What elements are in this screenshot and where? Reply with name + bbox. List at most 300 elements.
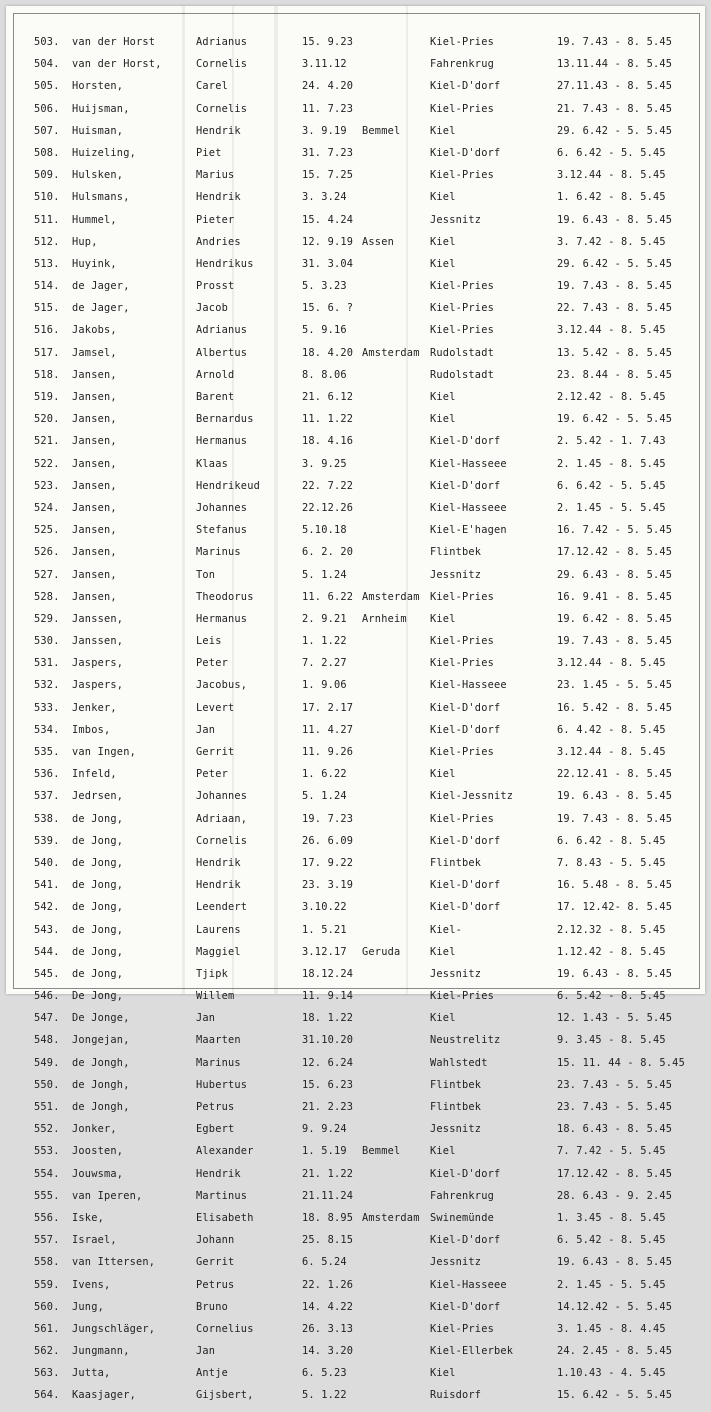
birth-date: 11. 9.14 <box>302 990 354 1003</box>
surname: Jansen, <box>72 590 117 603</box>
table-row <box>6 1345 705 1367</box>
table-row <box>6 169 705 191</box>
birth-date: 26. 6.09 <box>302 834 354 847</box>
birth-date: 9. 9.24 <box>302 1123 347 1136</box>
surname: Huyink, <box>72 257 117 270</box>
surname: de Jong, <box>72 856 124 869</box>
given-name: Peter <box>196 768 228 781</box>
origin-place: Geruda <box>362 945 401 958</box>
given-name: Barent <box>196 391 235 403</box>
record-number: 510. <box>34 191 60 204</box>
given-name: Jan <box>196 1345 216 1358</box>
birth-date: 23. 3.19 <box>302 879 354 892</box>
table-row <box>6 1190 705 1212</box>
given-name: Stefanus <box>196 524 248 537</box>
table-row <box>6 258 705 280</box>
birth-date: 11. 1.22 <box>302 413 354 426</box>
camp-location: Kiel-D'dorf <box>430 723 501 736</box>
given-name: Carel <box>196 80 228 93</box>
surname: de Jong, <box>72 879 124 892</box>
table-row <box>6 790 705 812</box>
surname: Iske, <box>72 1211 104 1224</box>
stay-period: 21. 7.43 - 8. 5.45 <box>557 102 673 115</box>
stay-period: 1.10.43 - 4. 5.45 <box>557 1367 666 1380</box>
camp-location: Jessnitz <box>430 1256 482 1269</box>
camp-location: Flintbek <box>430 856 482 869</box>
given-name: Jan <box>196 1012 216 1025</box>
given-name: Andries <box>196 235 241 248</box>
table-row <box>6 1212 705 1234</box>
surname: Jansen, <box>72 391 117 403</box>
stay-period: 29. 6.43 - 8. 5.45 <box>557 568 673 581</box>
stay-period: 9. 3.45 - 8. 5.45 <box>557 1034 666 1047</box>
camp-location: Kiel-D'dorf <box>430 80 501 93</box>
record-number: 530. <box>34 635 60 648</box>
surname: Jansen, <box>72 479 117 492</box>
surname: de Jong, <box>72 945 124 958</box>
stay-period: 2.12.42 - 8. 5.45 <box>557 391 666 403</box>
record-number: 552. <box>34 1123 60 1136</box>
birth-date: 12. 9.19 <box>302 235 354 248</box>
camp-location: Neustrelitz <box>430 1034 501 1047</box>
record-number: 546. <box>34 990 60 1003</box>
birth-date: 17. 9.22 <box>302 856 354 869</box>
camp-location: Kiel-E'hagen <box>430 524 507 537</box>
record-number: 529. <box>34 612 60 625</box>
surname: Israel, <box>72 1234 117 1247</box>
camp-location: Kiel <box>430 124 456 137</box>
record-number: 556. <box>34 1211 60 1224</box>
birth-date: 21. 1.22 <box>302 1167 354 1180</box>
birth-date: 21.11.24 <box>302 1189 354 1202</box>
table-row <box>6 990 705 1012</box>
record-number: 522. <box>34 457 60 470</box>
camp-location: Kiel-D'dorf <box>430 1167 501 1180</box>
camp-location: Kiel-Pries <box>430 812 494 825</box>
given-name: Jan <box>196 723 216 736</box>
birth-date: 25. 8.15 <box>302 1234 354 1247</box>
stay-period: 19. 6.43 - 8. 5.45 <box>557 213 673 226</box>
given-name: Pieter <box>196 213 235 226</box>
camp-location: Swinemünde <box>430 1211 494 1224</box>
table-row <box>6 1279 705 1301</box>
camp-location: Kiel <box>430 768 456 781</box>
table-row <box>6 1367 705 1389</box>
surname: de Jong, <box>72 901 124 914</box>
birth-date: 18. 4.16 <box>302 435 354 448</box>
given-name: Prosst <box>196 280 235 293</box>
camp-location: Jessnitz <box>430 568 482 581</box>
record-number: 518. <box>34 368 60 381</box>
camp-location: Jessnitz <box>430 213 482 226</box>
surname: de Jong, <box>72 923 124 936</box>
given-name: Marius <box>196 169 235 182</box>
surname: Jansen, <box>72 435 117 448</box>
given-name: Theodorus <box>196 590 254 603</box>
surname: Hulsmans, <box>72 191 130 204</box>
stay-period: 7. 8.43 - 5. 5.45 <box>557 856 666 869</box>
birth-date: 5. 1.24 <box>302 790 347 803</box>
surname: Jakobs, <box>72 324 117 337</box>
stay-period: 1.12.42 - 8. 5.45 <box>557 945 666 958</box>
table-row <box>6 80 705 102</box>
stay-period: 23. 7.43 - 5. 5.45 <box>557 1101 673 1113</box>
surname: Jansen, <box>72 457 117 470</box>
stay-period: 6. 6.42 - 8. 5.45 <box>557 834 666 847</box>
record-number: 506. <box>34 102 60 115</box>
given-name: Johann <box>196 1234 235 1247</box>
surname: Jansen, <box>72 413 117 426</box>
birth-date: 18. 8.95 <box>302 1211 354 1224</box>
camp-location: Kiel-Pries <box>430 280 494 293</box>
camp-location: Kiel-Hasseee <box>430 679 507 692</box>
birth-date: 5. 1.22 <box>302 1389 347 1402</box>
stay-period: 18. 6.43 - 8. 5.45 <box>557 1123 673 1136</box>
record-number: 549. <box>34 1056 60 1069</box>
stay-period: 19. 6.43 - 8. 5.45 <box>557 1256 673 1269</box>
table-row <box>6 480 705 502</box>
stay-period: 29. 6.42 - 5. 5.45 <box>557 257 673 270</box>
record-number: 558. <box>34 1256 60 1269</box>
birth-date: 18. 4.20 <box>302 346 354 359</box>
birth-date: 3. 3.24 <box>302 191 347 204</box>
table-row <box>6 1389 705 1411</box>
camp-location: Kiel-Pries <box>430 36 494 48</box>
camp-location: Kiel <box>430 257 456 270</box>
record-number: 511. <box>34 213 60 226</box>
stay-period: 23. 7.43 - 5. 5.45 <box>557 1078 673 1091</box>
table-row <box>6 103 705 125</box>
birth-date: 18.12.24 <box>302 967 354 980</box>
birth-date: 24. 4.20 <box>302 80 354 93</box>
camp-location: Kiel-D'dorf <box>430 1234 501 1247</box>
table-row <box>6 635 705 657</box>
stay-period: 17.12.42 - 8. 5.45 <box>557 1167 673 1180</box>
birth-date: 1. 1.22 <box>302 635 347 648</box>
table-row <box>6 768 705 790</box>
camp-location: Kiel-Pries <box>430 302 494 315</box>
birth-date: 11. 9.26 <box>302 746 354 758</box>
table-row <box>6 679 705 701</box>
birth-date: 6. 5.23 <box>302 1367 347 1380</box>
record-number: 507. <box>34 124 60 137</box>
given-name: Tjipk <box>196 967 228 980</box>
table-row <box>6 968 705 990</box>
table-row <box>6 58 705 80</box>
surname: De Jong, <box>72 990 124 1003</box>
surname: Joosten, <box>72 1145 124 1158</box>
stay-period: 19. 6.43 - 8. 5.45 <box>557 790 673 803</box>
camp-location: Kiel <box>430 1145 456 1158</box>
birth-date: 11. 7.23 <box>302 102 354 115</box>
given-name: Bruno <box>196 1300 228 1313</box>
record-number: 504. <box>34 58 60 71</box>
stay-period: 3.12.44 - 8. 5.45 <box>557 746 666 758</box>
surname: Jedrsen, <box>72 790 124 803</box>
given-name: Leendert <box>196 901 248 914</box>
table-row <box>6 879 705 901</box>
camp-location: Kiel-Ellerbek <box>430 1345 514 1358</box>
surname: Janssen, <box>72 635 124 648</box>
table-row <box>6 1234 705 1256</box>
birth-date: 12. 6.24 <box>302 1056 354 1069</box>
record-number: 536. <box>34 768 60 781</box>
record-number: 538. <box>34 812 60 825</box>
stay-period: 27.11.43 - 8. 5.45 <box>557 80 673 93</box>
table-row <box>6 347 705 369</box>
record-number: 515. <box>34 302 60 315</box>
table-row <box>6 236 705 258</box>
camp-location: Kiel-D'dorf <box>430 879 501 892</box>
table-row <box>6 813 705 835</box>
given-name: Jacobus, <box>196 679 248 692</box>
stay-period: 19. 7.43 - 8. 5.45 <box>557 635 673 648</box>
stay-period: 7. 7.42 - 5. 5.45 <box>557 1145 666 1158</box>
surname: de Jongh, <box>72 1101 130 1113</box>
table-row <box>6 613 705 635</box>
stay-period: 23. 1.45 - 5. 5.45 <box>557 679 673 692</box>
stay-period: 19. 7.43 - 8. 5.45 <box>557 36 673 48</box>
camp-location: Kiel-Hasseee <box>430 457 507 470</box>
camp-location: Kiel <box>430 945 456 958</box>
record-number: 534. <box>34 723 60 736</box>
record-number: 564. <box>34 1389 60 1402</box>
camp-location: Kiel-Hasseee <box>430 1278 507 1291</box>
surname: Horsten, <box>72 80 124 93</box>
stay-period: 6. 6.42 - 5. 5.45 <box>557 146 666 159</box>
birth-date: 22. 1.26 <box>302 1278 354 1291</box>
document-page <box>6 6 705 1402</box>
table-row <box>6 1123 705 1145</box>
stay-period: 3.12.44 - 8. 5.45 <box>557 324 666 337</box>
birth-date: 5. 1.24 <box>302 568 347 581</box>
surname: Jansen, <box>72 368 117 381</box>
origin-place: Assen <box>362 235 394 248</box>
surname: de Jager, <box>72 280 130 293</box>
stay-period: 13. 5.42 - 8. 5.45 <box>557 346 673 359</box>
record-number: 539. <box>34 834 60 847</box>
table-row <box>6 1034 705 1056</box>
table-row <box>6 946 705 968</box>
table-row <box>6 1301 705 1323</box>
birth-date: 6. 5.24 <box>302 1256 347 1269</box>
stay-period: 17.12.42 - 8. 5.45 <box>557 546 673 559</box>
stay-period: 1. 3.45 - 8. 5.45 <box>557 1211 666 1224</box>
camp-location: Rudolstadt <box>430 368 494 381</box>
surname: Jungmann, <box>72 1345 130 1358</box>
stay-period: 22. 7.43 - 8. 5.45 <box>557 302 673 315</box>
birth-date: 8. 8.06 <box>302 368 347 381</box>
record-number: 519. <box>34 391 60 403</box>
table-row <box>6 324 705 346</box>
birth-date: 18. 1.22 <box>302 1012 354 1025</box>
record-number: 524. <box>34 501 60 514</box>
birth-date: 1. 9.06 <box>302 679 347 692</box>
given-name: Ton <box>196 568 216 581</box>
record-number: 533. <box>34 701 60 714</box>
record-number: 513. <box>34 257 60 270</box>
surname: Jongejan, <box>72 1034 130 1047</box>
stay-period: 3.12.44 - 8. 5.45 <box>557 169 666 182</box>
stay-period: 15. 11. 44 - 8. 5.45 <box>557 1056 685 1069</box>
stay-period: 6. 4.42 - 8. 5.45 <box>557 723 666 736</box>
given-name: Jacob <box>196 302 228 315</box>
camp-location: Kiel <box>430 191 456 204</box>
table-row <box>6 569 705 591</box>
record-number: 532. <box>34 679 60 692</box>
birth-date: 31.10.20 <box>302 1034 354 1047</box>
stay-period: 22.12.41 - 8. 5.45 <box>557 768 673 781</box>
record-number: 563. <box>34 1367 60 1380</box>
stay-period: 2. 1.45 - 5. 5.45 <box>557 1278 666 1291</box>
record-number: 508. <box>34 146 60 159</box>
surname: Huijsman, <box>72 102 130 115</box>
table-row <box>6 746 705 768</box>
camp-location: Flintbek <box>430 1101 482 1113</box>
birth-date: 15. 7.25 <box>302 169 354 182</box>
record-number: 551. <box>34 1101 60 1113</box>
table-row <box>6 147 705 169</box>
given-name: Marinus <box>196 1056 241 1069</box>
stay-period: 16. 5.48 - 8. 5.45 <box>557 879 673 892</box>
given-name: Hermanus <box>196 435 248 448</box>
birth-date: 19. 7.23 <box>302 812 354 825</box>
camp-location: Kiel <box>430 235 456 248</box>
given-name: Johannes <box>196 501 248 514</box>
camp-location: Kiel <box>430 1367 456 1380</box>
surname: de Jager, <box>72 302 130 315</box>
surname: van Ingen, <box>72 746 136 758</box>
table-row <box>6 1145 705 1167</box>
record-number: 512. <box>34 235 60 248</box>
origin-place: Arnheim <box>362 612 407 625</box>
stay-period: 3.12.44 - 8. 5.45 <box>557 657 666 670</box>
given-name: Martinus <box>196 1189 248 1202</box>
given-name: Arnold <box>196 368 235 381</box>
stay-period: 16. 5.42 - 8. 5.45 <box>557 701 673 714</box>
table-row <box>6 1256 705 1278</box>
record-number: 550. <box>34 1078 60 1091</box>
surname: de Jong, <box>72 967 124 980</box>
surname: Kaasjager, <box>72 1389 136 1402</box>
stay-period: 13.11.44 - 8. 5.45 <box>557 58 673 71</box>
record-number: 555. <box>34 1189 60 1202</box>
birth-date: 2. 9.21 <box>302 612 347 625</box>
surname: Jansen, <box>72 501 117 514</box>
birth-date: 15. 6.23 <box>302 1078 354 1091</box>
stay-period: 19. 7.43 - 8. 5.45 <box>557 812 673 825</box>
camp-location: Kiel-Hasseee <box>430 501 507 514</box>
record-number: 503. <box>34 36 60 48</box>
table-row <box>6 1101 705 1123</box>
given-name: Gerrit <box>196 746 235 758</box>
surname: Hup, <box>72 235 98 248</box>
record-number: 557. <box>34 1234 60 1247</box>
stay-period: 16. 7.42 - 5. 5.45 <box>557 524 673 537</box>
birth-date: 17. 2.17 <box>302 701 354 714</box>
origin-place: Amsterdam <box>362 346 420 359</box>
surname: Ivens, <box>72 1278 111 1291</box>
given-name: Antje <box>196 1367 228 1380</box>
given-name: Hendrik <box>196 1167 241 1180</box>
table-row <box>6 901 705 923</box>
birth-date: 1. 5.21 <box>302 923 347 936</box>
given-name: Cornelis <box>196 834 248 847</box>
given-name: Albertus <box>196 346 248 359</box>
camp-location: Jessnitz <box>430 967 482 980</box>
table-row <box>6 524 705 546</box>
camp-location: Kiel-D'dorf <box>430 701 501 714</box>
birth-date: 15. 6. ? <box>302 302 354 315</box>
record-number: 560. <box>34 1300 60 1313</box>
camp-location: Ruisdorf <box>430 1389 482 1402</box>
record-number: 523. <box>34 479 60 492</box>
record-number: 548. <box>34 1034 60 1047</box>
origin-place: Amsterdam <box>362 590 420 603</box>
record-number: 509. <box>34 169 60 182</box>
surname: Huizeling, <box>72 146 136 159</box>
surname: De Jonge, <box>72 1012 130 1025</box>
stay-period: 3. 7.42 - 8. 5.45 <box>557 235 666 248</box>
stay-period: 19. 6.42 - 8. 5.45 <box>557 612 673 625</box>
camp-location: Kiel-D'dorf <box>430 901 501 914</box>
stay-period: 3. 1.45 - 8. 4.45 <box>557 1322 666 1335</box>
stay-period: 19. 7.43 - 8. 5.45 <box>557 280 673 293</box>
stay-period: 19. 6.43 - 8. 5.45 <box>557 967 673 980</box>
surname: van der Horst, <box>72 58 162 71</box>
stay-period: 2.12.32 - 8. 5.45 <box>557 923 666 936</box>
record-number: 505. <box>34 80 60 93</box>
surname: Jenker, <box>72 701 117 714</box>
given-name: Gijsbert, <box>196 1389 254 1402</box>
surname: van der Horst <box>72 36 156 48</box>
table-row <box>6 369 705 391</box>
stay-period: 14.12.42 - 5. 5.45 <box>557 1300 673 1313</box>
record-number: 547. <box>34 1012 60 1025</box>
given-name: Hubertus <box>196 1078 248 1091</box>
table-row <box>6 835 705 857</box>
surname: Jaspers, <box>72 679 124 692</box>
stay-period: 2. 5.42 - 1. 7.43 <box>557 435 666 448</box>
stay-period: 29. 6.42 - 5. 5.45 <box>557 124 673 137</box>
given-name: Laurens <box>196 923 241 936</box>
given-name: Leis <box>196 635 222 648</box>
stay-period: 16. 9.41 - 8. 5.45 <box>557 590 673 603</box>
birth-date: 1. 5.19 <box>302 1145 347 1158</box>
stay-period: 2. 1.45 - 5. 5.45 <box>557 501 666 514</box>
camp-location: Kiel-Pries <box>430 169 494 182</box>
stay-period: 24. 2.45 - 8. 5.45 <box>557 1345 673 1358</box>
stay-period: 1. 6.42 - 8. 5.45 <box>557 191 666 204</box>
table-row <box>6 1168 705 1190</box>
given-name: Piet <box>196 146 222 159</box>
stay-period: 17. 12.42- 8. 5.45 <box>557 901 673 914</box>
surname: Jamsel, <box>72 346 117 359</box>
record-number: 525. <box>34 524 60 537</box>
record-number: 516. <box>34 324 60 337</box>
given-name: Adrianus <box>196 324 248 337</box>
stay-period: 6. 5.42 - 8. 5.45 <box>557 1234 666 1247</box>
camp-location: Kiel-Pries <box>430 1322 494 1335</box>
table-row <box>6 214 705 236</box>
surname: Jansen, <box>72 568 117 581</box>
given-name: Maggiel <box>196 945 241 958</box>
camp-location: Kiel <box>430 413 456 426</box>
birth-date: 5. 3.23 <box>302 280 347 293</box>
surname: Huisman, <box>72 124 124 137</box>
surname: van Iperen, <box>72 1189 143 1202</box>
record-number: 543. <box>34 923 60 936</box>
